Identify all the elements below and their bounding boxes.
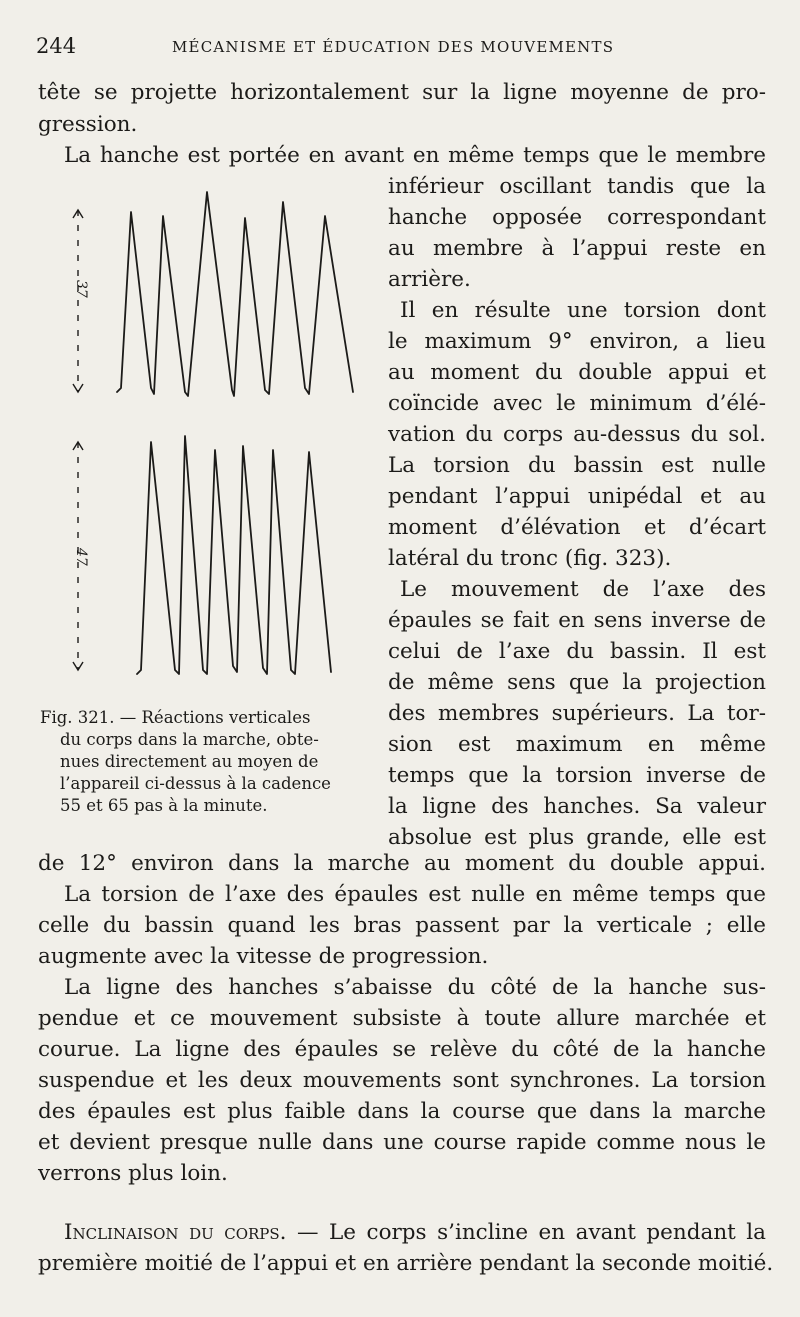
text-line: La torsion de l’axe des épaules est nulle en même temps que	[64, 882, 766, 907]
section-text: — Le corps s’incline en avant pendant la	[286, 1220, 767, 1245]
text-line: sion est maximum en même	[388, 732, 766, 757]
text-line: de même sens que la projection	[388, 670, 766, 695]
text-line: des membres supérieurs. La tor-	[388, 701, 766, 726]
figure-caption-line: nues directement au moyen de	[60, 752, 319, 771]
text-line: le maximum 9° environ, a lieu	[388, 329, 766, 354]
text-line: hanche opposée correspondant	[388, 205, 766, 230]
text-line: augmente avec la vitesse de progression.	[38, 944, 489, 969]
text-line: pendue et ce mouvement subsiste à toute allure marchée et	[38, 1006, 766, 1031]
text-line: vation du corps au-dessus du sol.	[388, 422, 766, 447]
scale-label-top: 37	[73, 280, 89, 298]
text-line: au membre à l’appui reste en	[388, 236, 766, 261]
text-line: de 12° environ dans la marche au moment du double appui.	[38, 851, 766, 876]
vertical-reaction-tracings	[55, 180, 375, 700]
tracing-65-cadence	[137, 436, 331, 674]
text-line: au moment du double appui et	[388, 360, 766, 385]
text-line: temps que la torsion inverse de	[388, 763, 766, 788]
text-line: et devient presque nulle dans une course rapide comme nous le	[38, 1130, 766, 1155]
text-line: pendant l’appui unipédal et au	[388, 484, 766, 509]
section-heading: Inclinaison du corps.	[64, 1220, 287, 1245]
text-line: inférieur oscillant tandis que la	[388, 174, 766, 199]
figure-caption-line: Fig. 321. — Réactions verticales	[40, 708, 311, 727]
text-line: absolue est plus grande, elle est	[388, 825, 766, 850]
text-line: latéral du tronc (fig. 323).	[388, 546, 672, 571]
text-line: moment d’élévation et d’écart	[388, 515, 766, 540]
text-line: gression.	[38, 112, 138, 137]
figure-caption-line: du corps dans la marche, obte-	[60, 730, 319, 749]
tracing-55-cadence	[117, 192, 353, 396]
text-line: La torsion du bassin est nulle	[388, 453, 766, 478]
page-header	[36, 34, 766, 64]
text-line: coïncide avec le minimum d’élé-	[388, 391, 766, 416]
text-line: La hanche est portée en avant en même temps que le membre	[64, 143, 766, 168]
text-line: La ligne des hanches s’abaisse du côté de la hanche sus-	[64, 975, 766, 1000]
page-number: 244	[36, 34, 77, 58]
text-line: Le mouvement de l’axe des	[400, 577, 766, 602]
arrow-down-icon	[73, 662, 83, 670]
text-line: courue. La ligne des épaules se relève du côté de la hanche	[38, 1037, 766, 1062]
text-line: la ligne des hanches. Sa valeur	[388, 794, 766, 819]
text-line: suspendue et les deux mouvements sont synchrones. La torsion	[38, 1068, 766, 1093]
text-line: tête se projette horizontalement sur la ligne moyenne de pro-	[38, 80, 766, 105]
text-line: arrière.	[388, 267, 471, 292]
text-line: celle du bassin quand les bras passent par la verticale ; elle	[38, 913, 766, 938]
scale-label-bottom: 47	[73, 548, 89, 566]
figure-caption-line: 55 et 65 pas à la minute.	[60, 796, 268, 815]
figure-caption-line: l’appareil ci-dessus à la cadence	[60, 774, 331, 793]
text-line: première moitié de l’appui et en arrière pendant la seconde moitié.	[38, 1251, 774, 1276]
text-line: verrons plus loin.	[38, 1161, 228, 1186]
text-line: celui de l’axe du bassin. Il est	[388, 639, 766, 664]
section-line	[64, 1218, 766, 1248]
text-line: Il en résulte une torsion dont	[400, 298, 766, 323]
text-line: épaules se fait en sens inverse de	[388, 608, 766, 633]
text-line: des épaules est plus faible dans la course que dans la marche	[38, 1099, 766, 1124]
arrow-down-icon	[73, 384, 83, 392]
figure-321	[55, 180, 375, 700]
running-head: MÉCANISME ET ÉDUCATION DES MOUVEMENTS	[172, 38, 615, 56]
